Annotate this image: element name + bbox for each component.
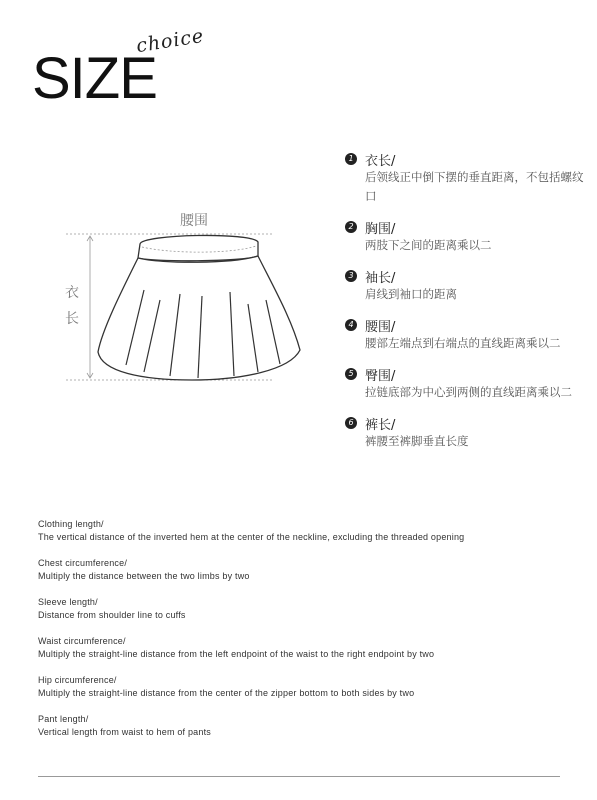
number-badge-icon: 1	[345, 153, 357, 165]
english-item	[38, 557, 578, 582]
definition-desc: 后领线正中倒下摆的垂直距离，不包括螺纹口	[365, 170, 584, 203]
definition-item	[345, 365, 585, 402]
definition-term: 衣长/	[365, 153, 396, 169]
length-label-char: 长	[65, 311, 79, 327]
definition-term: 袖长/	[365, 270, 396, 286]
skirt-diagram	[52, 200, 332, 400]
definition-item	[345, 150, 585, 206]
english-item	[38, 635, 578, 660]
english-term: Hip circumference/	[38, 675, 117, 685]
definitions-list	[345, 150, 585, 463]
english-desc: Distance from shoulder line to cuffs	[38, 609, 186, 620]
number-badge-icon: 2	[345, 221, 357, 233]
definition-term: 臀围/	[365, 368, 396, 384]
number-badge-icon: 3	[345, 270, 357, 282]
definition-desc: 裤腰至裤脚垂直长度	[365, 434, 469, 448]
length-label	[64, 280, 80, 332]
number-badge-icon: 6	[345, 417, 357, 429]
english-term: Clothing length/	[38, 519, 104, 529]
number-badge-icon: 4	[345, 319, 357, 331]
definition-item	[345, 267, 585, 304]
definition-term: 胸围/	[365, 221, 396, 237]
brand-script-text: choice	[134, 24, 206, 58]
english-item	[38, 596, 578, 621]
english-desc: Multiply the distance between the two limbs by two	[38, 570, 250, 581]
skirt-illustration	[52, 200, 332, 400]
number-badge-icon: 5	[345, 368, 357, 380]
english-desc: Multiply the straight-line distance from the left endpoint of the waist to the right endpoint by two	[38, 648, 435, 659]
definition-desc: 两肢下之间的距离乘以二	[365, 238, 492, 252]
definition-term: 裤长/	[365, 417, 396, 433]
definition-item	[345, 218, 585, 255]
english-term: Pant length/	[38, 714, 89, 724]
page-title: SIZE	[32, 46, 157, 111]
english-desc: Multiply the straight-line distance from the center of the zipper bottom to both sides by two	[38, 687, 415, 698]
english-item	[38, 713, 578, 738]
brand-logo	[32, 24, 232, 118]
waist-label: 腰围	[180, 213, 208, 229]
english-definitions	[38, 518, 578, 752]
definition-desc: 拉链底部为中心到两侧的直线距离乘以二	[365, 385, 572, 399]
english-desc: Vertical length from waist to hem of pants	[38, 726, 211, 737]
definition-term: 腰围/	[365, 319, 396, 335]
english-term: Waist circumference/	[38, 636, 126, 646]
definition-item	[345, 316, 585, 353]
english-desc: The vertical distance of the inverted hem at the center of the neckline, excluding the threaded opening	[38, 531, 465, 542]
definition-item	[345, 414, 585, 451]
length-label-char: 衣	[65, 285, 79, 301]
definition-desc: 腰部左端点到右端点的直线距离乘以二	[365, 336, 561, 350]
english-term: Sleeve length/	[38, 597, 98, 607]
english-term: Chest circumference/	[38, 558, 128, 568]
definition-desc: 肩线到袖口的距离	[365, 287, 457, 301]
bottom-divider	[38, 776, 560, 777]
english-item	[38, 674, 578, 699]
english-item	[38, 518, 578, 543]
